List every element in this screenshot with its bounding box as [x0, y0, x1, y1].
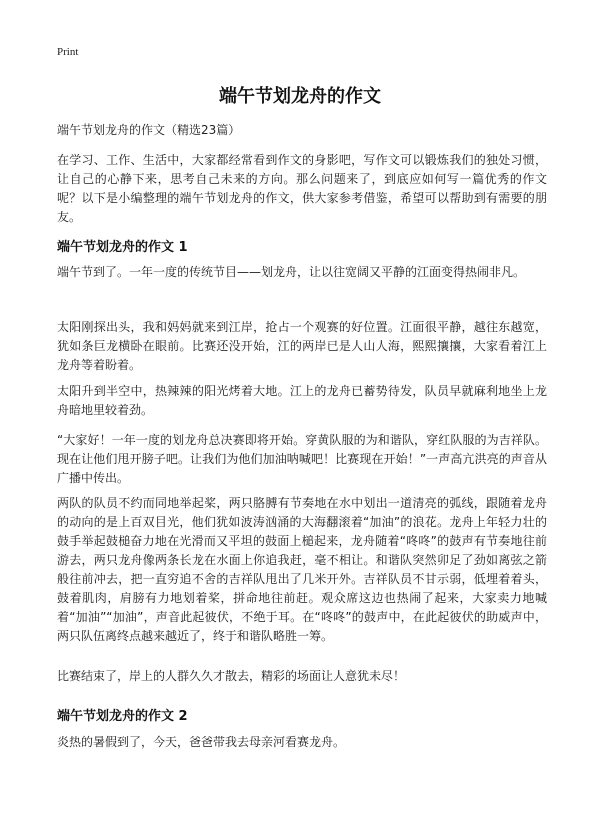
essay-1-paragraph-3: 太阳升到半空中，热辣辣的阳光烤着大地。江上的龙舟已蓄势待发，队员早就麻利地坐上龙舟暗地里较着劲。	[57, 384, 547, 417]
essay-1-paragraph-5: 两队的队员不约而同地举起桨，两只胳膊有节奏地在水中划出一道清亮的弧线，跟随着龙舟的动向的是上百双目光，他们犹如波涛汹涌的大海翻滚着“加油”的浪花。龙舟上年轻力壮的鼓手举起鼓槌奋力地在光滑而又平坦的鼓面上槌起来，龙舟随着“咚咚”的鼓声有节奏地往前游去，两只龙舟像两条长龙在水面上你追我赶，毫不相让。和谐队突然卯足了劲如离弦之箭般往前冲去，把一直穷追不舍的吉祥队甩出了几米开外。吉祥队员不甘示弱，低埋着着头，鼓着肌肉，肩膀有力地划着桨，拼命地往前赶。观众席这边也热闹了起来，大家卖力地喊着“加油”“加油”，声音此起彼伏，不绝于耳。在“咚咚”的鼓声中，在此起彼伏的助威声中，两只队伍离终点越来越近了，终于和谐队略胜一筹。	[57, 496, 547, 643]
essay-2-heading: 端午节划龙舟的作文 2	[57, 709, 188, 724]
document-subtitle: 端午节划龙舟的作文（精选23篇）	[57, 123, 241, 137]
essay-1-paragraph-1: 端午节到了。一年一度的传统节目——划龙舟，让以往宽阔又平静的江面变得热闹非凡。	[57, 265, 526, 279]
print-label[interactable]: Print	[57, 46, 79, 58]
essay-1-heading: 端午节划龙舟的作文 1	[57, 240, 188, 255]
essay-1-paragraph-6: 比赛结束了，岸上的人群久久才散去，精彩的场面让人意犹未尽！	[57, 669, 406, 683]
intro-paragraph: 在学习、工作、生活中，大家都经常看到作文的身影吧，写作文可以锻炼我们的独处习惯，让自己的心静下来，思考自己未来的方向。那么问题来了，到底应如何写一篇优秀的作文呢？以下是小编整理的端午节划龙舟的作文，供大家参考借鉴，希望可以帮助到有需要的朋友。	[57, 153, 547, 224]
essay-1-paragraph-2: 太阳刚探出头，我和妈妈就来到江岸，抢占一个观赛的好位置。江面很平静，越往东越宽，犹如条巨龙横卧在眼前。比赛还没开始，江的两岸已是人山人海，熙熙攘攘，大家看着江上龙舟等着盼着。	[57, 320, 547, 372]
essay-2-paragraph-1: 炎热的暑假到了，今天，爸爸带我去母亲河看赛龙舟。	[57, 735, 346, 749]
page-title: 端午节划龙舟的作文	[219, 86, 381, 107]
essay-1-paragraph-4: “大家好！一年一度的划龙舟总决赛即将开始。穿黄队服的为和谐队，穿红队服的为吉祥队。现在让他们甩开膀子吧。让我们为他们加油呐喊吧！比赛现在开始！”一声高亢洪亮的声音从广播中传出。	[57, 433, 547, 485]
